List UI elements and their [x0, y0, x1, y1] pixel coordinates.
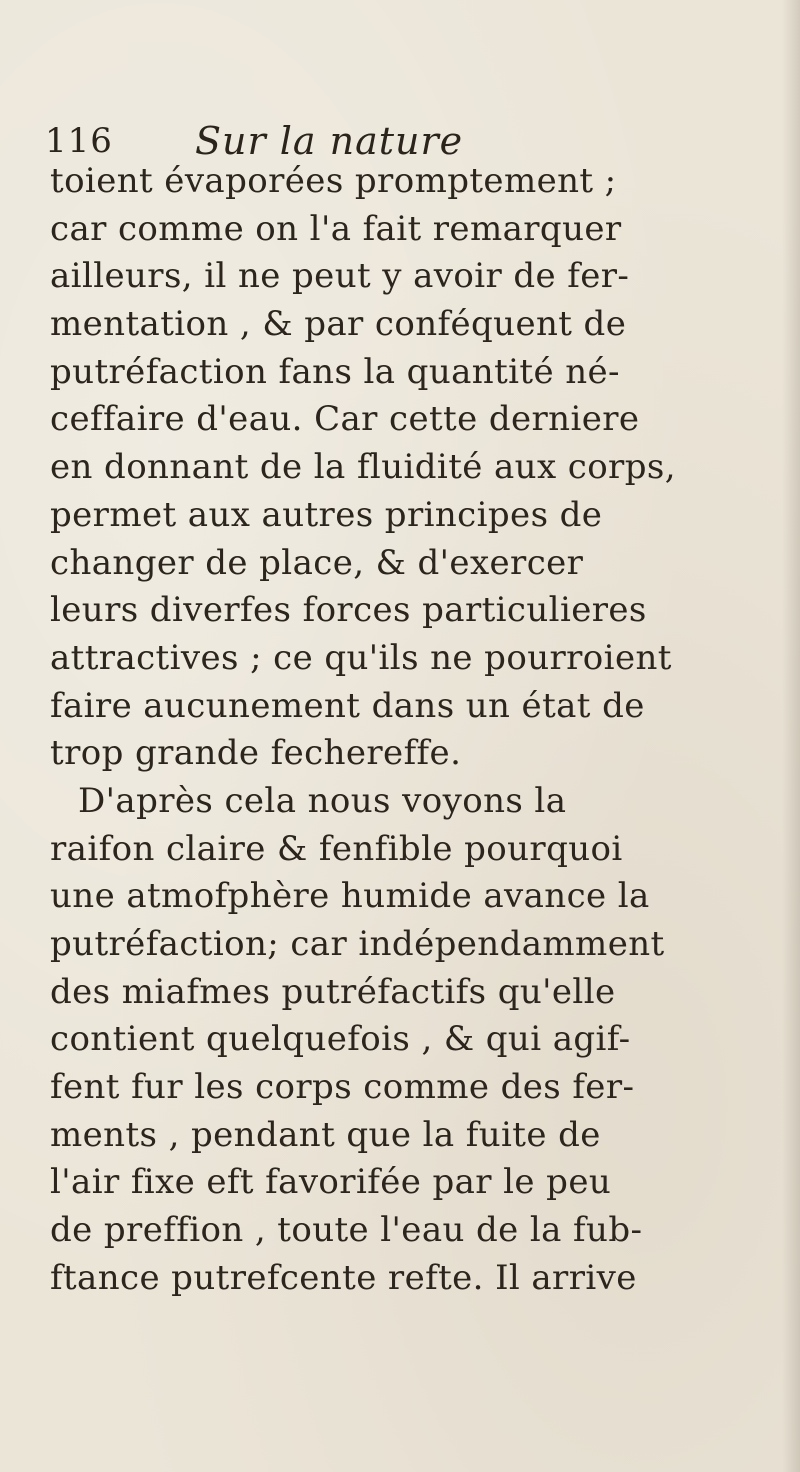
text-line: car comme on l'a fait remarquer [50, 208, 622, 249]
paragraph-first-line: D'après cela nous voyons la [78, 780, 567, 821]
text-line: des miafmes putréfactifs qu'elle [50, 971, 616, 1012]
text-line: une atmofphère humide avance la [50, 876, 650, 917]
running-title: Sur la nature [195, 119, 464, 163]
text-line: ments , pendant que la fuite de [50, 1114, 601, 1155]
text-line: fent fur les corps comme des fer- [50, 1067, 635, 1108]
text-line: de preffion , toute l'eau de la fub- [50, 1210, 643, 1251]
text-line: ceffaire d'eau. Car cette derniere [50, 399, 640, 440]
text-line: faire aucunement dans un état de [50, 685, 645, 726]
text-line: permet aux autres principes de [50, 494, 603, 535]
text-line: contient quelquefois , & qui agif- [50, 1019, 631, 1060]
text-line: trop grande fechereffe. [50, 733, 462, 774]
text-line: changer de place, & d'exercer [50, 542, 584, 583]
text-line: toient évaporées promptement ; [50, 161, 617, 201]
text-line: ftance putrefcente refte. Il arrive [50, 1257, 637, 1298]
text-line: putréfaction fans la quantité né- [50, 351, 620, 392]
text-line: ailleurs, il ne peut y avoir de fer- [50, 256, 630, 297]
text-line: leurs diverfes forces particulieres [50, 590, 647, 631]
page-number: 116 [45, 121, 113, 161]
text-line: raifon claire & fenfible pourquoi [50, 828, 623, 869]
text-line: attractives ; ce qu'ils ne pourroient [50, 637, 672, 678]
body-text [50, 158, 790, 1303]
text-line: putréfaction; car indépendamment [50, 924, 665, 964]
text-line: mentation , & par conféquent de [50, 304, 627, 345]
text-line: l'air fixe eft favorifée par le peu [50, 1162, 612, 1203]
text-line: en donnant de la fluidité aux corps, [50, 447, 676, 488]
